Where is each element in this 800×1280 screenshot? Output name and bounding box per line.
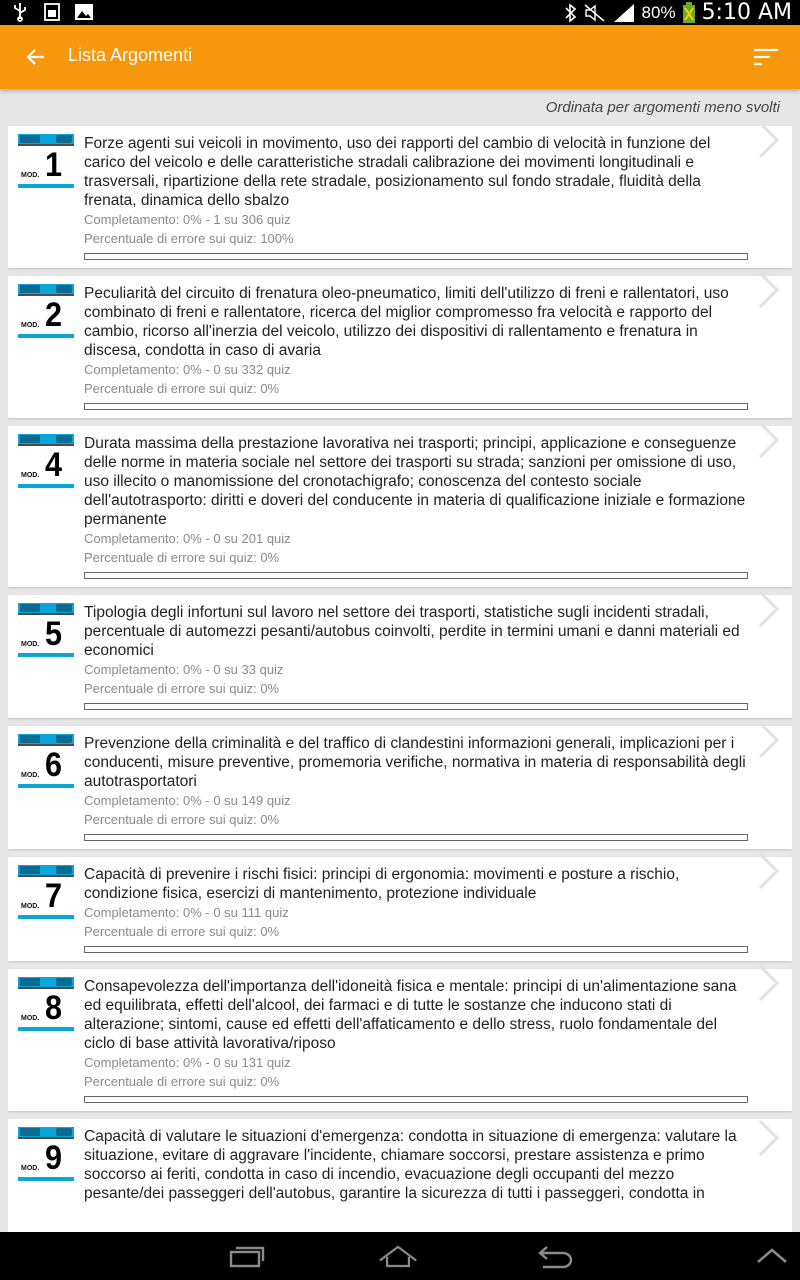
module-card[interactable] xyxy=(8,969,792,1111)
chevron-up-icon xyxy=(755,1246,789,1266)
module-card[interactable] xyxy=(8,426,792,587)
module-number: 9 xyxy=(44,1139,62,1177)
error-rate-text: Percentuale di errore sui quiz: 0% xyxy=(84,1074,280,1089)
module-number: 1 xyxy=(44,146,62,184)
module-number: 7 xyxy=(44,877,62,915)
module-number: 8 xyxy=(44,989,62,1027)
module-badge xyxy=(18,977,74,1031)
module-card[interactable] xyxy=(8,857,792,961)
module-number: 6 xyxy=(44,746,62,784)
arrow-back-icon xyxy=(26,47,46,67)
error-rate-text: Percentuale di errore sui quiz: 100% xyxy=(84,231,294,246)
app-bar xyxy=(0,25,800,89)
module-label: MOD. xyxy=(21,1015,40,1022)
module-label: MOD. xyxy=(21,172,40,179)
badge-header-strip xyxy=(18,434,74,446)
module-card[interactable] xyxy=(8,726,792,849)
progress-bar xyxy=(84,403,748,410)
completion-text: Completamento: 0% - 0 su 201 quiz xyxy=(84,531,291,546)
module-label: MOD. xyxy=(21,641,40,648)
module-title: Tipologia degli infortuni sul lavoro nel settore dei trasporti, statistiche sugli incidenti stradali, percentuale di automezzi pesanti/autobus coinvolti, perdite in termini umani e danni materiali ed economici xyxy=(84,604,740,659)
chevron-right-icon xyxy=(756,126,782,160)
module-title: Durata massima della prestazione lavorativa nei trasporti; principi, applicazione e conseguenze delle norme in materia sociale nel settore dei trasporti su strada; sanzioni per omissione di uso, uso illecito o manomissione del cronotachigrafo; conoscenza del contesto sociale dell'autotrasporto: diritti e doveri del conducente in materia di qualificazione iniziale e formazione permanente xyxy=(84,435,746,528)
module-title: Capacità di valutare le situazioni d'emergenza: condotta in situazione di emergenza: valutare la situazione, evitare di aggravare l'incidente, chiamare soccorsi, prestare assistenza e primo soccorso ai feriti, condotta in caso di incendio, evacuazione degli occupanti del mezzo pesante/dei passeggeri dell'autobus, garantire la sicurezza di tutti i passeggeri, condotta in xyxy=(84,1128,737,1202)
badge-header-strip xyxy=(18,134,74,146)
badge-header-strip xyxy=(18,977,74,989)
error-rate-text: Percentuale di errore sui quiz: 0% xyxy=(84,381,280,396)
usb-icon xyxy=(10,2,30,22)
back-nav-button[interactable] xyxy=(536,1240,576,1272)
module-number: 2 xyxy=(44,296,62,334)
home-icon xyxy=(378,1243,418,1269)
module-badge xyxy=(18,734,74,788)
badge-header-strip xyxy=(18,1127,74,1139)
chevron-right-icon xyxy=(756,851,782,891)
expand-button[interactable] xyxy=(752,1240,792,1272)
page-title: Lista Argomenti xyxy=(68,45,193,65)
module-title: Capacità di prevenire i rischi fisici: principi di ergonomia: movimenti e posture a rischio, condizione fisica, esercizi di mantenimento, protezione individuale xyxy=(84,866,680,902)
progress-bar xyxy=(84,703,748,710)
module-number: 5 xyxy=(44,615,62,653)
progress-bar xyxy=(84,253,748,260)
completion-text: Completamento: 0% - 0 su 332 quiz xyxy=(84,362,291,377)
bluetooth-icon xyxy=(564,3,578,23)
progress-bar xyxy=(84,834,748,841)
module-card[interactable] xyxy=(8,595,792,718)
home-button[interactable] xyxy=(378,1240,418,1272)
chevron-right-icon xyxy=(756,420,782,460)
completion-text: Completamento: 0% - 0 su 149 quiz xyxy=(84,793,291,808)
sort-caption: Ordinata per argomenti meno svolti xyxy=(545,99,780,116)
clock: 5:10 AM xyxy=(701,0,792,25)
progress-bar xyxy=(84,946,748,953)
back-icon xyxy=(537,1243,575,1269)
module-card[interactable] xyxy=(8,126,792,268)
completion-text: Completamento: 0% - 0 su 33 quiz xyxy=(84,662,284,677)
navigation-bar xyxy=(0,1232,800,1280)
module-label: MOD. xyxy=(21,903,40,910)
chevron-right-icon xyxy=(756,1118,782,1158)
sim-icon xyxy=(42,2,62,22)
module-badge xyxy=(18,284,74,338)
error-rate-text: Percentuale di errore sui quiz: 0% xyxy=(84,550,280,565)
badge-header-strip xyxy=(18,284,74,296)
completion-text: Completamento: 0% - 1 su 306 quiz xyxy=(84,212,291,227)
module-badge xyxy=(18,134,74,188)
module-list[interactable] xyxy=(8,126,792,1232)
badge-header-strip xyxy=(18,734,74,746)
battery-percentage: 80% xyxy=(641,2,676,22)
error-rate-text: Percentuale di errore sui quiz: 0% xyxy=(84,812,280,827)
error-rate-text: Percentuale di errore sui quiz: 0% xyxy=(84,681,280,696)
badge-header-strip xyxy=(18,865,74,877)
image-icon xyxy=(74,2,94,22)
module-number: 4 xyxy=(44,446,62,484)
sort-icon xyxy=(753,47,779,67)
module-card[interactable] xyxy=(8,276,792,418)
error-rate-text: Percentuale di errore sui quiz: 0% xyxy=(84,924,280,939)
module-label: MOD. xyxy=(21,472,40,479)
sort-button[interactable] xyxy=(750,41,782,73)
recent-apps-icon xyxy=(227,1244,265,1268)
module-badge xyxy=(18,434,74,488)
module-badge xyxy=(18,865,74,919)
chevron-right-icon xyxy=(756,963,782,1003)
recent-apps-button[interactable] xyxy=(226,1240,266,1272)
back-button[interactable] xyxy=(20,41,52,73)
module-label: MOD. xyxy=(21,1165,40,1172)
module-label: MOD. xyxy=(21,772,40,779)
module-title: Consapevolezza dell'importanza dell'idoneità fisica e mentale: principi di un'alimentazione sana ed equilibrata, effetti dell'alcool, dei farmaci e di tutte le sostanze che inducono stati di alterazione; sintomi, cause ed effetti dell'affaticamento e dello stress, ruolo fondamentale del ciclo di base attività lavorativa/riposo xyxy=(84,978,737,1052)
battery-icon xyxy=(682,2,696,24)
module-badge xyxy=(18,1127,74,1181)
status-bar xyxy=(0,0,800,25)
signal-icon xyxy=(612,3,636,23)
chevron-right-icon xyxy=(756,720,782,760)
completion-text: Completamento: 0% - 0 su 111 quiz xyxy=(84,905,289,920)
module-badge xyxy=(18,603,74,657)
badge-header-strip xyxy=(18,603,74,615)
chevron-right-icon xyxy=(756,589,782,629)
completion-text: Completamento: 0% - 0 su 131 quiz xyxy=(84,1055,291,1070)
module-title: Prevenzione della criminalità e del traffico di clandestini informazioni generali, implicazioni per i conducenti, misure preventive, promemoria verifiche, normativa in materia di responsabilità degli autotrasportatori xyxy=(84,735,746,790)
chevron-right-icon xyxy=(756,270,782,310)
module-card[interactable] xyxy=(8,1119,792,1232)
progress-bar xyxy=(84,572,748,579)
progress-bar xyxy=(84,1096,748,1103)
module-title: Forze agenti sui veicoli in movimento, uso dei rapporti del cambio di velocità in funzione del carico del veicolo e delle caratteristiche stradali calibrazione dei movimenti longitudinali e trasversali, ripartizione della rete stradale, posizionamento sul fondo stradale, fluidità della frenata, dinamica dello sbalzo xyxy=(84,135,711,209)
module-label: MOD. xyxy=(21,322,40,329)
module-title: Peculiarità del circuito di frenatura oleo-pneumatico, limiti dell'utilizzo di freni e rallentatori, uso combinato di freni e rallentatore, ricerca del miglior compromesso fra velocità e rapporto del cambio, ricorso all'inerzia del veicolo, utilizzo dei dispositivi di rallentamento e frenatura in discesa, condotta in caso di avaria xyxy=(84,285,729,359)
mute-icon xyxy=(584,3,606,23)
